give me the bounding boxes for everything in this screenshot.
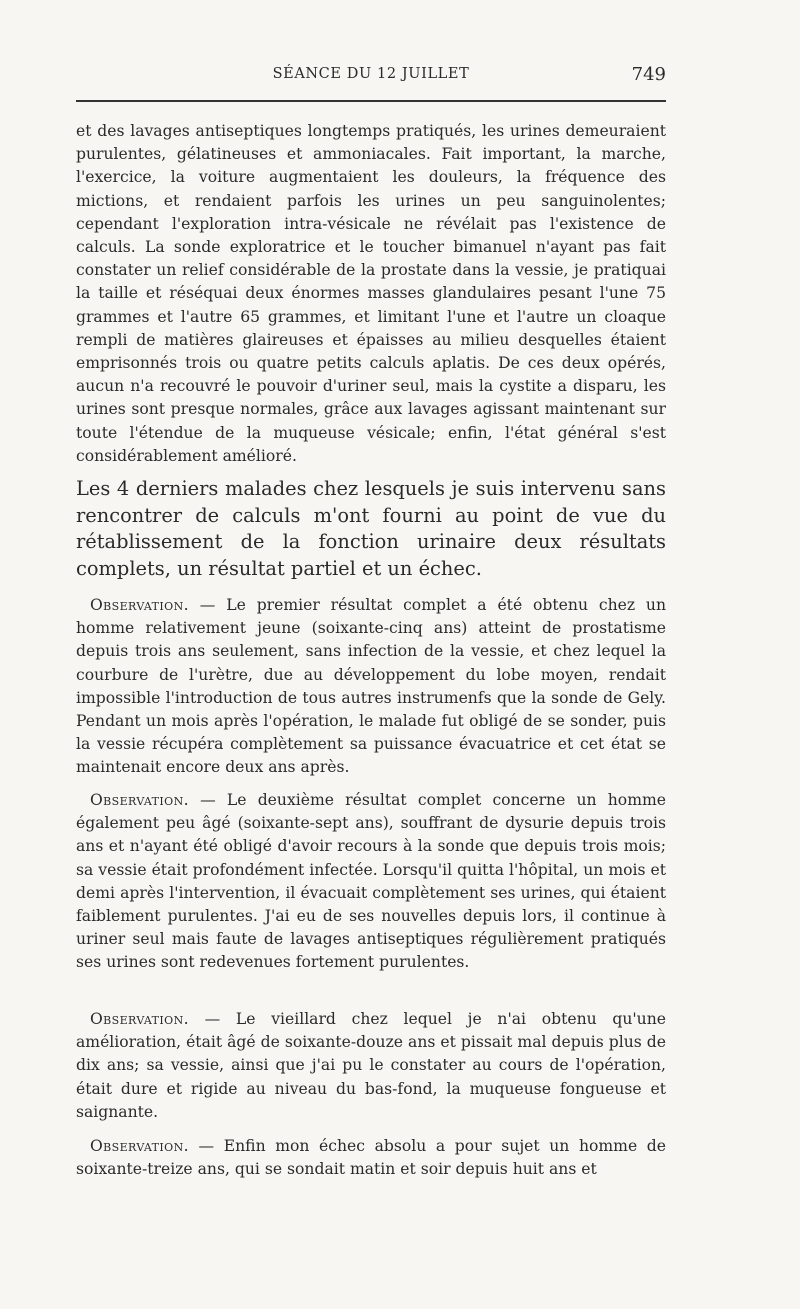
observation-label: Observation. xyxy=(90,1010,189,1028)
observation-1 xyxy=(76,594,666,780)
paragraph-summary: Les 4 derniers malades chez lesquels je suis intervenu sans rencontrer de calculs m'ont fourni au point de vue du rétablissement de la fonction urinaire deux résultats complets, un résultat partiel et un échec. xyxy=(76,477,666,580)
observation-text: — Le deuxième résultat complet concerne un homme également peu âgé (soixante-sept ans), souffrant de dysurie depuis trois ans et n'ayant été obligé d'avoir recours à la sonde que depuis trois mois; sa vessie était profondément infectée. Lorsqu'il quitta l'hôpital, un mois et demi après l'intervention, il évacuait complètement ses urines, qui étaient faiblement purulentes. J'ai eu de ses nouvelles depuis lors, il continue à uriner seul mais faute de lavages antiseptiques régulièrement pratiqués ses urines sont redevenues fortement purulentes. xyxy=(76,791,666,972)
observation-text: — Le premier résultat complet a été obtenu chez un homme relativement jeune (soixante-cinq ans) atteint de prostatisme depuis trois ans seulement, sans infection de la vessie, et chez lequel la courbure de l'urètre, due au développement du lobe moyen, rendait impossible l'introduction de tous autres instrumenfs que la sonde de Gely. Pendant un mois après l'opération, le malade fut obligé de se sonder, puis la vessie récupéra complètement sa puissance évacuatrice et cet état se maintenait encore deux ans après. xyxy=(76,596,666,777)
header-title: SÉANCE DU 12 JUILLET xyxy=(272,66,470,82)
page-number: 749 xyxy=(631,64,666,85)
running-header xyxy=(76,64,666,88)
paragraph-continuation: et des lavages antiseptiques longtemps pratiqués, les urines demeuraient purulentes, gélatineuses et ammoniacales. Fait important, la marche, l'exercice, la voiture augmentaient les douleurs, la fréquence des mictions, et rendaient parfois les urines un peu sanguinolentes; cependant l'exploration intra-vésicale ne révélait pas l'existence de calculs. La sonde exploratrice et le toucher bimanuel n'ayant pas fait constater un relief considérable de la prostate dans la vessie, je pratiquai la taille et réséquai deux énormes masses glandulaires pesant l'une 75 grammes et l'autre 65 grammes, et limitant l'une et l'autre un cloaque rempli de matières glaireuses et épaisses au milieu desquelles étaient emprisonnés trois ou quatre petits calculs aplatis. De ces deux opérés, aucun n'a recouvré le pouvoir d'uriner seul, mais la cystite a disparu, les urines sont presque normales, grâce aux lavages agissant maintenant sur toute l'étendue de la muqueuse vésicale; enfin, l'état général s'est considérablement amélioré. xyxy=(76,122,666,465)
observation-2 xyxy=(76,789,666,975)
observation-label: Observation. xyxy=(90,1137,189,1155)
observation-3 xyxy=(76,1008,666,1124)
observation-4 xyxy=(76,1135,666,1181)
header-rule xyxy=(76,100,666,102)
observation-text: — Le vieillard chez lequel je n'ai obtenu qu'une amélioration, était âgé de soixante-douze ans et pissait mal depuis plus de dix ans; sa vessie, ainsi que j'ai pu le constater au cours de l'opération, était dure et rigide au niveau du bas-fond, la muqueuse fongueuse et saignante. xyxy=(76,1010,666,1121)
observation-label: Observation. xyxy=(90,596,189,614)
observation-text: — Enfin mon échec absolu a pour sujet un homme de soixante-treize ans, qui se sondait matin et soir depuis huit ans et xyxy=(76,1137,666,1179)
observation-label: Observation. xyxy=(90,791,189,809)
